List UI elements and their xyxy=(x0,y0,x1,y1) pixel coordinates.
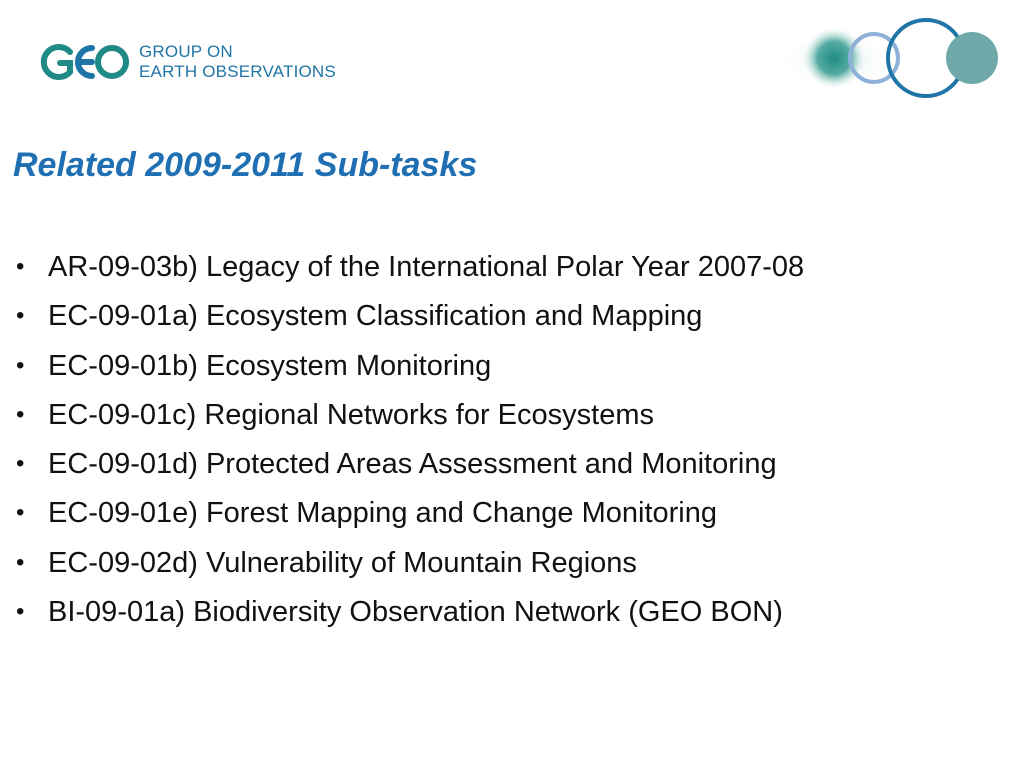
list-item-text: EC-09-01d) Protected Areas Assessment and Monitoring xyxy=(48,448,777,481)
bullet-icon: • xyxy=(16,450,25,478)
geo-logo xyxy=(40,40,340,88)
bullet-icon: • xyxy=(16,499,25,527)
org-name-line-1: GROUP ON xyxy=(139,42,233,61)
circles-graphic-icon xyxy=(776,10,1012,110)
page-title: Related 2009-2011 Sub-tasks xyxy=(13,146,478,184)
bullet-icon: • xyxy=(16,302,25,330)
bullet-icon: • xyxy=(16,548,25,576)
list-item-text: EC-09-01a) Ecosystem Classification and Mapping xyxy=(48,300,703,333)
list-item-text: AR-09-03b) Legacy of the International Polar Year 2007-08 xyxy=(48,251,805,283)
bullet-icon: • xyxy=(16,598,25,626)
geo-logo-mark-icon xyxy=(40,40,132,84)
list-item-text: BI-09-01a) Biodiversity Observation Network (GEO BON) xyxy=(48,596,783,629)
bullet-icon: • xyxy=(16,253,25,280)
org-name xyxy=(139,42,336,82)
list-item-text: EC-09-02d) Vulnerability of Mountain Regions xyxy=(48,546,637,579)
list-item-text: EC-09-01b) Ecosystem Monitoring xyxy=(48,349,492,382)
list-item-text: EC-09-01e) Forest Mapping and Change Monitoring xyxy=(48,497,717,530)
list-item-text: EC-09-01c) Regional Networks for Ecosystems xyxy=(48,398,654,431)
bullet-icon: • xyxy=(16,351,25,379)
bullet-icon: • xyxy=(16,400,25,428)
org-name-line-2: EARTH OBSERVATIONS xyxy=(139,62,336,81)
